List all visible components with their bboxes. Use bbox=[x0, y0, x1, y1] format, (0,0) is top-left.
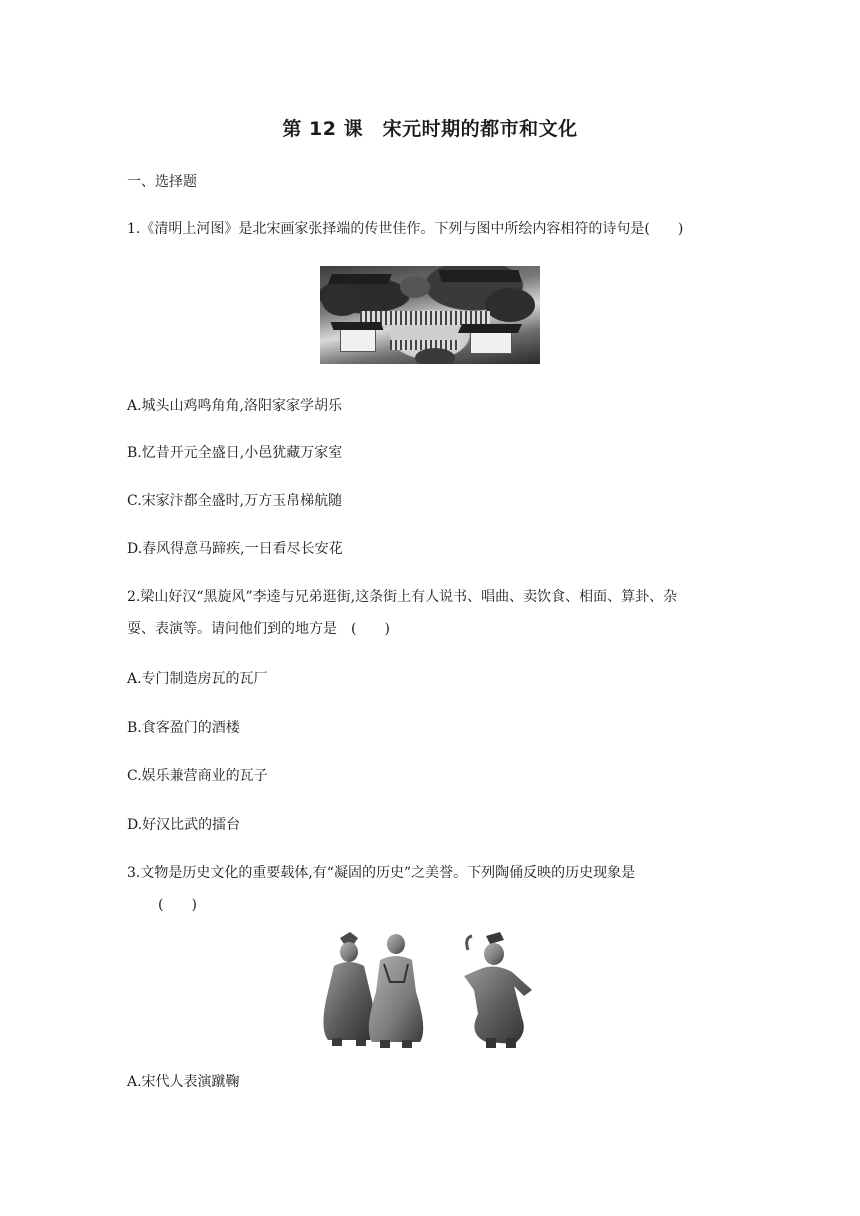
question-2-option-d: D.好汉比武的擂台 bbox=[127, 817, 241, 833]
figurine-1 bbox=[323, 932, 374, 1046]
figurines-figure bbox=[318, 930, 548, 1052]
painting-figure bbox=[320, 266, 540, 364]
question-2-stem-line-1: 2.梁山好汉“黑旋风”李逵与兄弟逛街,这条街上有人说书、唱曲、卖饮食、相面、算卦、杂 bbox=[127, 589, 678, 605]
section-heading: 一、选择题 bbox=[127, 174, 197, 190]
question-3-option-a: A.宋代人表演蹴鞠 bbox=[127, 1074, 240, 1090]
question-2-stem-line-2: 耍、表演等。请问他们到的地方是 ( ) bbox=[127, 621, 390, 637]
question-1-option-b: B.忆昔开元全盛日,小邑犹藏万家室 bbox=[127, 445, 343, 461]
question-2-option-a: A.专门制造房瓦的瓦厂 bbox=[127, 671, 268, 687]
figurine-2 bbox=[369, 934, 423, 1048]
question-1-stem: 1.《清明上河图》是北宋画家张择端的传世佳作。下列与图中所绘内容相符的诗句是( ) bbox=[127, 221, 684, 237]
figurine-3 bbox=[464, 932, 532, 1048]
question-1-option-c: C.宋家汴都全盛时,万方玉帛梯航随 bbox=[127, 493, 343, 509]
question-2-option-c: C.娱乐兼营商业的瓦子 bbox=[127, 768, 268, 784]
page-title: 第 12 课 宋元时期的都市和文化 bbox=[282, 118, 578, 140]
question-1-option-a: A.城头山鸡鸣角角,洛阳家家学胡乐 bbox=[127, 398, 343, 414]
question-3-stem-line-2: ( ) bbox=[158, 897, 197, 913]
question-2-option-b: B.食客盈门的酒楼 bbox=[127, 720, 240, 736]
question-1-option-d: D.春风得意马蹄疾,一日看尽长安花 bbox=[127, 541, 343, 557]
question-3-stem-line-1: 3.文物是历史文化的重要载体,有“凝固的历史”之美誉。下列陶俑反映的历史现象是 bbox=[127, 865, 636, 881]
